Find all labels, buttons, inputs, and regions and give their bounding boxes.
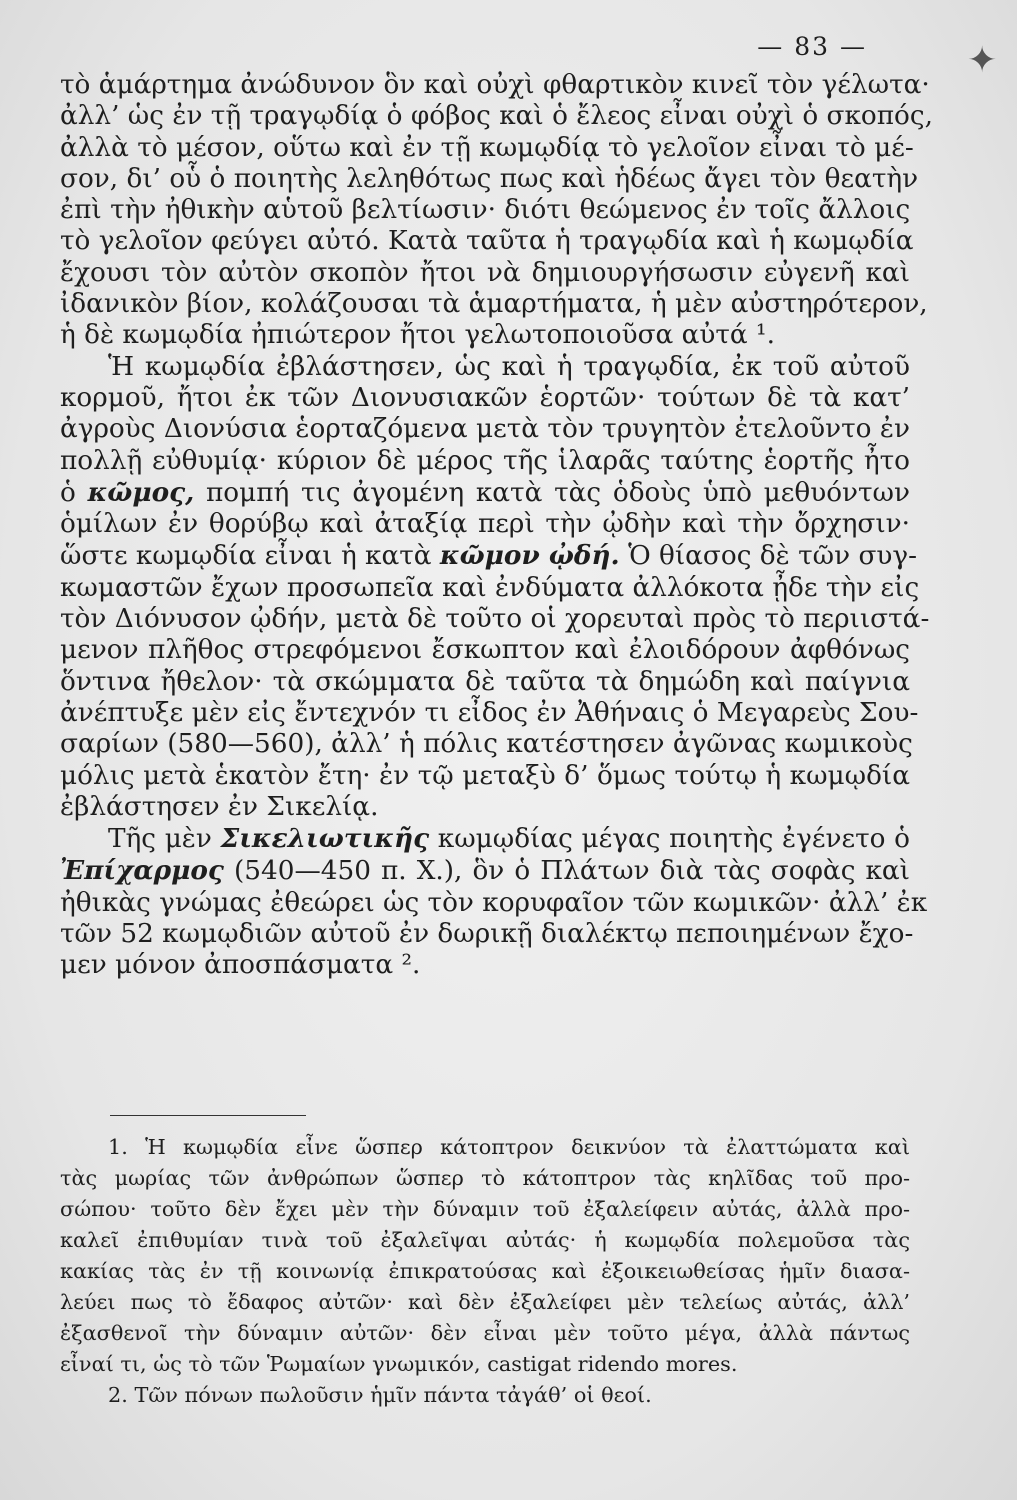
footnote-line: καλεῖ ἐπιθυμίαν τινὰ τοῦ ἐξαλεῖψαι αὐτάς· ἡ κωμῳδία πολεμοῦσα τὰς — [60, 1228, 910, 1252]
footnote-line: λεύει πως τὸ ἔδαφος αὐτῶν· καὶ δὲν ἐξαλείφει μὲν τελείως αὐτάς, ἀλλ’ — [60, 1290, 910, 1314]
text-line — [60, 823, 910, 855]
text-line: ἀλλ’ ὡς ἐν τῇ τραγῳδίᾳ ὁ φόβος καὶ ὁ ἔλεος εἶναι οὐχὶ ὁ σκοπός, — [60, 101, 933, 132]
text-line: μενον πλῆθος στρεφόμενοι ἔσκωπτον καὶ ἐλοιδόρουν ἀφθόνως — [60, 635, 910, 666]
footnote-line: ἐξασθενοῖ τὴν δύναμιν αὐτῶν· δὲν εἶναι μὲν τοῦτο μέγα, ἀλλὰ πάντως — [60, 1321, 910, 1345]
term-sikeliotikis: Σικελιωτικῆς — [220, 823, 430, 855]
text-line: ἡ δὲ κωμῳδία ἠπιώτερον ἤτοι γελωτοποιοῦσα αὐτά ¹. — [60, 320, 775, 351]
text-fragment: ὥστε κωμῳδία εἶναι ἡ κατὰ — [60, 541, 440, 572]
term-komon-ode: κῶμον ᾠδή. — [439, 540, 620, 572]
text-fragment: ὁ — [60, 477, 88, 508]
text-line: κωμαστῶν ἔχων προσωπεῖα καὶ ἐνδύματα ἀλλόκοτα ᾖδε τὴν εἰς — [60, 572, 920, 603]
text-line: ἀλλὰ τὸ μέσον, οὕτω καὶ ἐν τῇ κωμῳδίᾳ τὸ γελοῖον εἶναι τὸ μέ- — [60, 132, 914, 163]
term-epicharmos: Ἐπίχαρμος — [60, 855, 224, 887]
footnote-line: τὰς μωρίας τῶν ἀνθρώπων ὥσπερ τὸ κάτοπτρον τὰς κηλῖδας τοῦ προ- — [60, 1166, 910, 1190]
text-line: κορμοῦ, ἤτοι ἐκ τῶν Διονυσιακῶν ἑορτῶν· τούτων δὲ τὰ κατ’ — [60, 382, 910, 413]
text-line: ὁμίλων ἐν θορύβῳ καὶ ἀταξίᾳ περὶ τὴν ᾠδὴν καὶ τὴν ὄρχησιν· — [60, 509, 910, 540]
text-line: ἐπὶ τὴν ἠθικὴν αὑτοῦ βελτίωσιν· διότι θεώμενος ἐν τοῖς ἄλλοις — [60, 195, 911, 226]
text-line: μόλις μετὰ ἑκατὸν ἔτη· ἐν τῷ μεταξὺ δ’ ὅμως τούτῳ ἡ κωμῳδία — [60, 760, 910, 791]
footnote-line: σώπου· τοῦτο δὲν ἔχει μὲν τὴν δύναμιν τοῦ ἐξαλείφειν αὐτάς, ἀλλὰ προ- — [60, 1197, 910, 1221]
text-line: ἀνέπτυξε μὲν εἰς ἔντεχνόν τι εἶδος ἐν Ἀθήναις ὁ Μεγαρεὺς Σου- — [60, 697, 919, 728]
text-line: ἰδανικὸν βίον, κολάζουσαι τὰ ἁμαρτήματα, ἡ μὲν αὐστηρότερον, — [60, 289, 928, 320]
text-line: τὸ γελοῖον φεύγει αὐτό. Κατὰ ταῦτα ἡ τραγῳδία καὶ ἡ κωμῳδία — [60, 226, 914, 257]
main-text — [60, 70, 933, 982]
corner-stain-icon: ✦ — [967, 40, 998, 81]
footnote-line: 2. Τῶν πόνων πωλοῦσιν ἡμῖν πάντα τἀγάθ’ οἱ θεοί. — [108, 1383, 652, 1407]
text-line: σον, δι’ οὗ ὁ ποιητὴς λεληθότως πως καὶ ἡδέως ἄγει τὸν θεατὴν — [60, 163, 919, 194]
page-number: — 83 — — [757, 32, 867, 61]
text-line — [60, 477, 910, 509]
text-line: Ἡ κωμῳδία ἐβλάστησεν, ὡς καὶ ἡ τραγῳδία, ἐκ τοῦ αὐτοῦ — [108, 351, 910, 382]
text-line: πολλῇ εὐθυμίᾳ· κύριον δὲ μέρος τῆς ἱλαρᾶς ταύτης ἑορτῆς ἦτο — [60, 445, 910, 476]
text-fragment: Ὁ θίασος δὲ τῶν συγ- — [619, 541, 917, 572]
text-line: ἠθικὰς γνώμας ἐθεώρει ὡς τὸν κορυφαῖον τῶν κωμικῶν· ἀλλ’ ἐκ — [60, 887, 928, 918]
footnote-line: εἶναί τι, ὡς τὸ τῶν Ῥωμαίων γνωμικόν, castigat ridendo mores. — [60, 1352, 738, 1376]
footnote-line: 1. Ἡ κωμῳδία εἶνε ὥσπερ κάτοπτρον δεικνύον τὰ ἐλαττώματα καὶ — [108, 1135, 910, 1159]
text-fragment: κωμῳδίας μέγας ποιητὴς ἐγένετο ὁ — [429, 824, 910, 855]
footnote-divider — [110, 1115, 306, 1116]
footnotes — [60, 1132, 910, 1411]
term-komos: κῶμος, — [87, 476, 195, 508]
text-line: ὅντινα ἤθελον· τὰ σκώμματα δὲ ταῦτα τὰ δημώδη καὶ παίγνια — [60, 666, 910, 697]
text-line: τὸν Διόνυσον ᾠδήν, μετὰ δὲ τοῦτο οἱ χορευταὶ πρὸς τὸ περιιστά- — [60, 604, 930, 635]
text-line: ἔχουσι τὸν αὐτὸν σκοπὸν ἤτοι νὰ δημιουργήσωσιν εὐγενῆ καὶ — [60, 257, 910, 288]
text-line: τῶν 52 κωμῳδιῶν αὐτοῦ ἐν δωρικῇ διαλέκτῳ πεποιημένων ἔχο- — [60, 919, 914, 950]
text-fragment: πομπή τις ἀγομένη κατὰ τὰς ὁδοὺς ὑπὸ μεθυόντων — [194, 477, 910, 508]
text-line: τὸ ἁμάρτημα ἀνώδυνον ὃν καὶ οὐχὶ φθαρτικὸν κινεῖ τὸν γέλωτα· — [60, 70, 930, 100]
text-line: ἀγροὺς Διονύσια ἑορταζόμενα μετὰ τὸν τρυγητὸν ἐτελοῦντο ἐν — [60, 414, 910, 445]
text-line: σαρίων (580—560), ἀλλ’ ἡ πόλις κατέστησεν ἀγῶνας κωμικοὺς — [60, 729, 913, 760]
footnote-line: κακίας τὰς ἐν τῇ κοινωνίᾳ ἐπικρατούσας καὶ ἐξοικειωθείσας ἡμῖν διασα- — [60, 1259, 910, 1283]
text-fragment: (540—450 π. Χ.), ὃν ὁ Πλάτων διὰ τὰς σοφὰς καὶ — [223, 856, 910, 887]
text-line: ἐβλάστησεν ἐν Σικελίᾳ. — [60, 791, 379, 822]
text-line — [60, 855, 910, 887]
text-line: μεν μόνον ἀποσπάσματα ². — [60, 950, 421, 981]
text-line — [60, 540, 917, 572]
text-fragment: Τῆς μὲν — [108, 824, 221, 855]
